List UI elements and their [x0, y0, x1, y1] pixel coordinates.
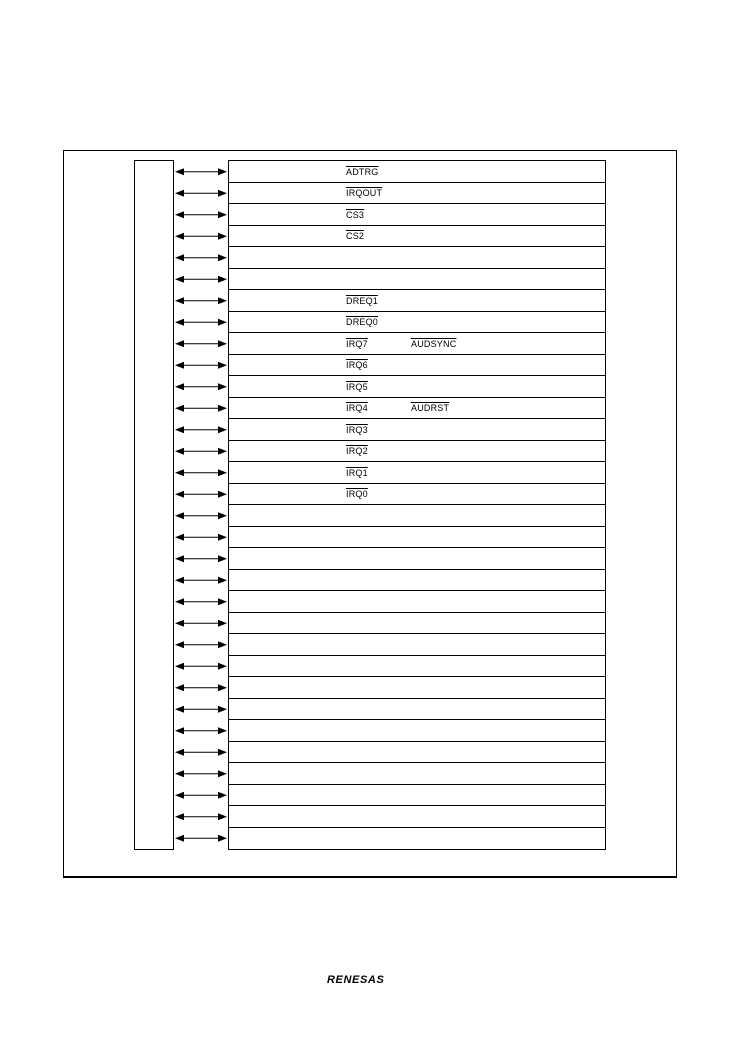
- signal-label: IRQ2: [346, 446, 368, 457]
- table-row: [229, 161, 605, 183]
- table-row: [229, 505, 605, 527]
- double-arrow-icon: [175, 233, 227, 240]
- double-arrow-icon: [175, 491, 227, 498]
- table-row: [229, 204, 605, 226]
- double-arrow-icon: [175, 727, 227, 734]
- table-row: [229, 570, 605, 592]
- double-arrow-icon: [175, 620, 227, 627]
- double-arrow-icon: [175, 319, 227, 326]
- signal-label: CS3: [346, 209, 365, 220]
- signal-label: IRQ5: [346, 381, 368, 392]
- double-arrow-icon: [175, 211, 227, 218]
- double-arrow-icon: [175, 577, 227, 584]
- table-row: [229, 828, 605, 850]
- signal-label: CS2: [346, 231, 365, 242]
- table-row: [229, 613, 605, 635]
- table-row: [229, 785, 605, 807]
- table-row: [229, 376, 605, 398]
- double-arrow-icon: [175, 190, 227, 197]
- table-row: [229, 183, 605, 205]
- double-arrow-icon: [175, 168, 227, 175]
- signal-label: IRQ4: [346, 403, 368, 414]
- table-row: [229, 763, 605, 785]
- table-row: [229, 656, 605, 678]
- signal-label: DREQ0: [346, 317, 379, 328]
- double-arrow-icon: [175, 297, 227, 304]
- table-row: [229, 247, 605, 269]
- signal-label: IRQ7: [346, 338, 368, 349]
- table-row: [229, 484, 605, 506]
- double-arrow-icon: [175, 598, 227, 605]
- table-row: [229, 290, 605, 312]
- table-row: [229, 269, 605, 291]
- table-row: [229, 527, 605, 549]
- double-arrow-icon: [175, 405, 227, 412]
- table-row: [229, 720, 605, 742]
- table-row: [229, 441, 605, 463]
- table-row: [229, 699, 605, 721]
- table-row: [229, 634, 605, 656]
- double-arrow-icon: [175, 641, 227, 648]
- signal-label: IRQOUT: [346, 188, 383, 199]
- signal-label-alt: AUDRST: [411, 403, 450, 414]
- table-row: [229, 548, 605, 570]
- table-row: [229, 806, 605, 828]
- table-row: [229, 677, 605, 699]
- signal-label: IRQ6: [346, 360, 368, 371]
- double-arrow-icon: [175, 534, 227, 541]
- table-row: [229, 226, 605, 248]
- double-arrow-icon: [175, 469, 227, 476]
- double-arrow-icon: [175, 276, 227, 283]
- double-arrow-icon: [175, 448, 227, 455]
- pin-function-table: [228, 160, 606, 850]
- double-arrow-icon: [175, 835, 227, 842]
- double-arrow-icon: [175, 362, 227, 369]
- double-arrow-icon: [175, 340, 227, 347]
- double-arrow-icon: [175, 555, 227, 562]
- double-arrow-icon: [175, 426, 227, 433]
- renesas-logo: RENESAS: [327, 974, 385, 986]
- signal-label-alt: AUDSYNC: [411, 338, 457, 349]
- signal-label: IRQ1: [346, 467, 368, 478]
- table-row: [229, 333, 605, 355]
- double-arrow-icon: [175, 663, 227, 670]
- double-arrow-icon: [175, 792, 227, 799]
- signal-label: DREQ1: [346, 295, 379, 306]
- double-arrow-icon: [175, 813, 227, 820]
- signal-label: IRQ0: [346, 489, 368, 500]
- double-arrow-icon: [175, 770, 227, 777]
- table-row: [229, 419, 605, 441]
- table-row: [229, 398, 605, 420]
- table-row: [229, 462, 605, 484]
- double-arrow-icon: [175, 684, 227, 691]
- double-arrow-icon: [175, 512, 227, 519]
- double-arrow-icon: [175, 254, 227, 261]
- table-row: [229, 312, 605, 334]
- signal-label: IRQ3: [346, 424, 368, 435]
- table-row: [229, 591, 605, 613]
- table-row: [229, 355, 605, 377]
- double-arrow-icon: [175, 749, 227, 756]
- signal-label: ADTRG: [346, 166, 379, 177]
- double-arrow-icon: [175, 706, 227, 713]
- table-row: [229, 742, 605, 764]
- double-arrow-icon: [175, 383, 227, 390]
